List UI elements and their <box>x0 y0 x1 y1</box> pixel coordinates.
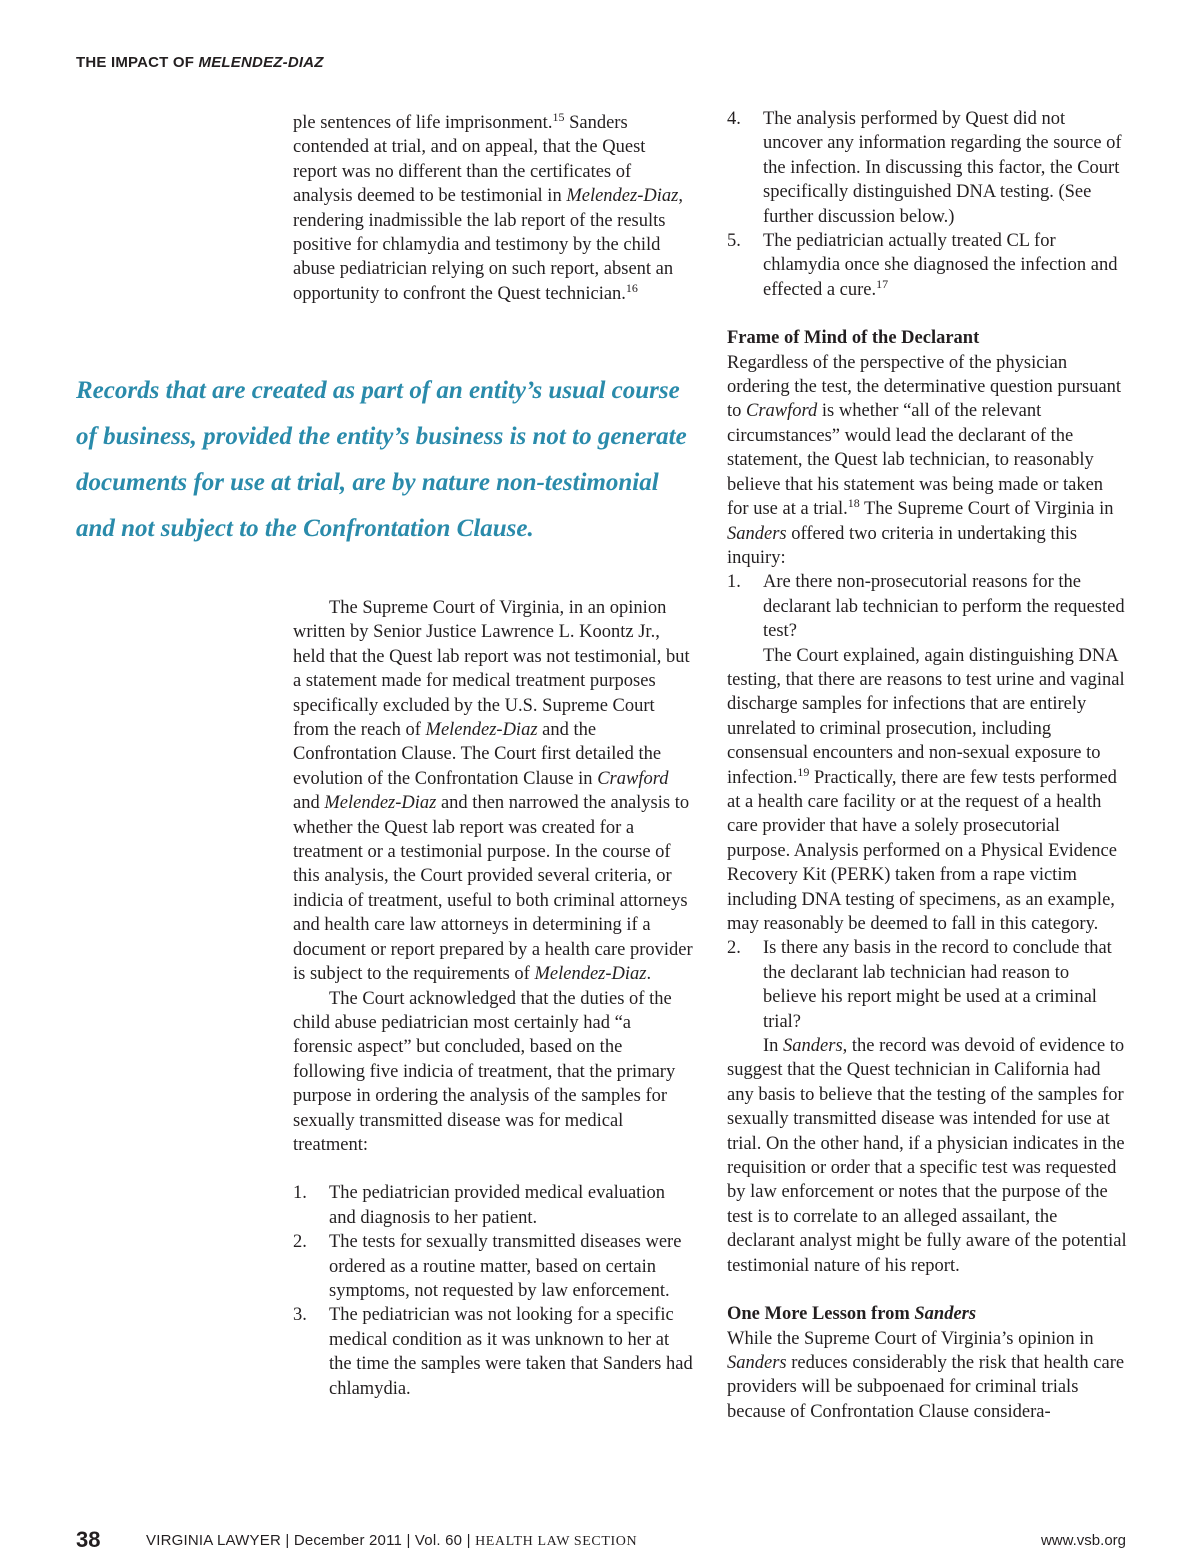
pull-quote-line: of business, provided the entity’s business is not to generate <box>76 423 687 450</box>
paragraph: The Court acknowledged that the duties of the child abuse pediatrician most certainly had “a forensic aspect” but concluded, based on the following five indicia of treatment, that the primary purpose in ordering the analysis of the samples for sexually transmitted disease was for medical treatment: <box>293 988 676 1155</box>
list-item: 2. Is there any basis in the record to conclude that the declarant lab technician had reason to believe his report might be used at a criminal trial? <box>727 938 1112 1032</box>
section-name: HEALTH LAW SECTION <box>475 1534 638 1549</box>
running-head <box>76 54 324 71</box>
pull-quote-line: and not subject to the Confrontation Clause. <box>76 515 534 542</box>
publication-info: VIRGINIA LAWYER | December 2011 | Vol. 60 | HEALTH LAW SECTION <box>146 1532 638 1549</box>
indicia-list-continued <box>727 107 1127 302</box>
paragraph: The Supreme Court of Virginia, in an opinion written by Senior Justice Lawrence L. Koontz Jr., held that the Quest lab report was not testimonial, but a statement made for medical treatment purposes specifically excluded by the U.S. Supreme Court from the reach of Melendez-Diaz and the Confrontation Clause. The Court first detailed the evolution of the Confrontation Clause in Crawford and Melendez-Diaz and then narrowed the analysis to whether the Quest lab report was created for a treatment or a testimonial purpose. In the course of this analysis, the Court provided several criteria, or indicia of treatment, useful to both criminal attorneys and health care law attorneys in determining if a document or report prepared by a health care provider is subject to the requirements of Melendez-Diaz. <box>293 598 693 985</box>
list-item: 2. The tests for sexually transmitted diseases were ordered as a routine matter, based on certain symptoms, not requested by law enforcement. <box>293 1232 682 1301</box>
section-heading: Frame of Mind of the Declarant <box>727 328 980 349</box>
indicia-list <box>293 1181 693 1401</box>
paragraph: Regardless of the perspective of the physician ordering the test, the determinative question pursuant to Crawford is whether “all of the relevant circumstances” would lead the declarant of the statement, the Quest lab technician, to reasonably believe that his statement was being made or taken for use at a trial.$^{18}$ The Supreme Court of Virginia in Sanders offered two criteria in undertaking this inquiry: <box>727 352 1122 568</box>
running-head-prefix: THE IMPACT OF <box>76 54 195 71</box>
criteria-list <box>727 936 1127 1034</box>
paragraph: ple sentences of life imprisonment.$^{15}$ Sanders contended at trial, and on appeal, that the Quest report was no different than the certificates of analysis deemed to be testimonial in Melendez-Diaz, rendering inadmissible the lab report of the results positive for chlamydia and testimony by the child abuse pediatrician relying on such report, absent an opportunity to confront the Quest technician.$^{16}$ <box>293 109 683 304</box>
page-footer <box>76 1527 1126 1555</box>
footnote-ref: 17 <box>876 276 889 291</box>
paragraph: The Court explained, again distinguishing DNA testing, that there are reasons to test urine and vaginal discharge samples for infections that are entirely unrelated to criminal prosecution, including consensual encounters and non-sexual exposure to infection.$^{19}$ Practically, there are few tests performed at a health care facility or at the request of a health care provider that have a solely prosecutorial purpose. Analysis performed on a Physical Evidence Recovery Kit (PERK) taken from a rape victim including DNA testing of specimens, as an example, may reasonably be deemed to fall in this category. <box>727 645 1125 934</box>
footnote-ref: 19 <box>797 764 810 779</box>
column-left-bottom <box>293 596 693 1401</box>
section-heading: One More Lesson from Sanders <box>727 1304 977 1325</box>
list-item: 4. The analysis performed by Quest did not uncover any information regarding the source of the infection. In discussing this factor, the Court specifically distinguished DNA testing. (See further discussion below.) <box>727 109 1122 227</box>
pull-quote <box>76 368 736 552</box>
footnote-ref: 18 <box>847 495 860 510</box>
column-left-top <box>293 111 693 306</box>
list-item: 5. The pediatrician actually treated CL for chlamydia once she diagnosed the infection and effected a cure.$^{17}$ <box>727 231 1118 300</box>
running-head-title: MELENDEZ-DIAZ <box>198 54 324 71</box>
site-url: www.vsb.org <box>1040 1532 1126 1549</box>
criteria-list <box>727 570 1127 643</box>
paragraph: In Sanders, the record was devoid of evidence to suggest that the Quest technician in California had any basis to believe that the testing of the samples for sexually transmitted disease was intended for use at trial. On the other hand, if a physician indicates in the requisition or order that a specific test was requested by law enforcement or notes that the purpose of the test is to correlate to an alleged assailant, the declarant analyst might be fully aware of the potential testimonial nature of his report. <box>727 1036 1127 1276</box>
pull-quote-line: Records that are created as part of an entity’s usual course <box>76 377 680 404</box>
pull-quote-line: documents for use at trial, are by nature non-testimonial <box>76 469 659 496</box>
list-item: 1. Are there non-prosecutorial reasons for the declarant lab technician to perform the requested test? <box>727 572 1125 642</box>
footnote-ref: 15 <box>552 109 565 124</box>
column-right <box>727 107 1127 1424</box>
list-item: 1. The pediatrician provided medical evaluation and diagnosis to her patient. <box>293 1183 665 1228</box>
list-item: 3. The pediatrician was not looking for a specific medical condition as it was unknown to her at the time the samples were taken that Sanders had chlamydia. <box>293 1305 693 1399</box>
paragraph: While the Supreme Court of Virginia’s opinion in Sanders reduces considerably the risk that health care providers will be subpoenaed for criminal trials because of Confrontation Clause considera- <box>727 1328 1125 1422</box>
page-number: 38 <box>76 1527 101 1552</box>
footnote-ref: 16 <box>625 280 638 295</box>
